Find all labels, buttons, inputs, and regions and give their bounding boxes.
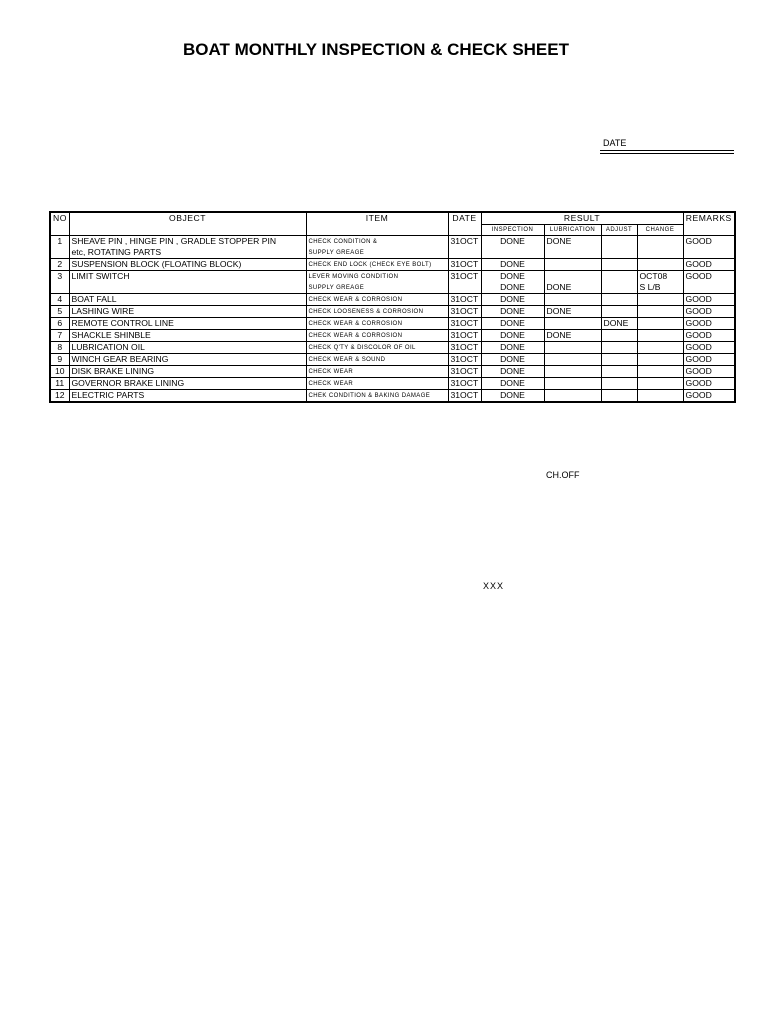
- row-inspection: [481, 354, 544, 366]
- row-object-text: LASHING WIRE: [71, 306, 135, 316]
- row-remarks: [683, 259, 735, 271]
- row-no: [50, 306, 69, 318]
- row-object: [69, 342, 306, 354]
- row-change: [637, 294, 683, 306]
- row-object: [69, 236, 306, 259]
- row-item-text: CHECK LOOSENESS & CORROSION: [308, 309, 424, 315]
- row-lubrication: [544, 236, 601, 259]
- row-adjust: [601, 330, 637, 342]
- row-change-text: [640, 390, 681, 401]
- row-object: [69, 259, 306, 271]
- row-inspection: [481, 330, 544, 342]
- row-no-text: 12: [54, 390, 65, 400]
- row-object: [69, 306, 306, 318]
- row-item-text: SUPPLY GREAGE: [308, 285, 365, 291]
- row-adjust: [601, 390, 637, 403]
- row-item: [306, 259, 448, 271]
- row-item: [306, 330, 448, 342]
- row-change: [637, 318, 683, 330]
- row-adjust: [601, 306, 637, 318]
- row-remarks-text: GOOD: [685, 378, 712, 388]
- row-inspection: [481, 366, 544, 378]
- row-change: [637, 236, 683, 259]
- row-change-text: S L/B: [639, 282, 661, 292]
- row-no: [50, 318, 69, 330]
- row-date-text: 31OCT: [450, 259, 479, 269]
- row-no: [50, 259, 69, 271]
- row-no: [50, 271, 69, 294]
- table-row: [50, 330, 735, 342]
- table-row: [50, 366, 735, 378]
- header-result: RESULT: [481, 212, 683, 225]
- row-object-text: etc, ROTATING PARTS: [71, 247, 162, 257]
- row-no-text: 9: [57, 354, 63, 364]
- row-date: [448, 378, 481, 390]
- row-adjust-text: [604, 378, 635, 389]
- row-change-text: [640, 330, 681, 341]
- row-item: [306, 378, 448, 390]
- table-row: [50, 354, 735, 366]
- row-lubrication: [544, 318, 601, 330]
- row-change-text: [640, 354, 681, 365]
- row-change: [637, 342, 683, 354]
- page-title: BOAT MONTHLY INSPECTION & CHECK SHEET: [183, 40, 569, 59]
- row-lubrication: [544, 330, 601, 342]
- row-lubrication: [544, 390, 601, 403]
- row-no-text: 10: [54, 366, 65, 376]
- table-row: [50, 294, 735, 306]
- row-remarks-text: GOOD: [685, 318, 712, 328]
- row-inspection-text: DONE: [500, 318, 525, 328]
- row-date-text: 31OCT: [450, 318, 479, 328]
- row-remarks-text: GOOD: [685, 294, 712, 304]
- row-adjust: [601, 236, 637, 259]
- row-lubrication-text: [547, 342, 599, 353]
- header-adjust: ADJUST: [601, 225, 637, 236]
- row-lubrication-text: DONE: [546, 282, 572, 292]
- row-lubrication-text: [547, 259, 599, 270]
- row-object: [69, 294, 306, 306]
- row-lubrication-text: DONE: [546, 236, 572, 246]
- row-item: [306, 306, 448, 318]
- row-inspection-text: DONE: [500, 294, 525, 304]
- table-row: [50, 390, 735, 403]
- row-date-text: 31OCT: [450, 236, 479, 246]
- row-date: [448, 306, 481, 318]
- row-change: [637, 271, 683, 294]
- table-row: [50, 236, 735, 259]
- row-inspection: [481, 318, 544, 330]
- row-date: [448, 354, 481, 366]
- row-lubrication: [544, 271, 601, 294]
- row-object: [69, 378, 306, 390]
- row-inspection-text: DONE: [500, 306, 525, 316]
- row-object-text: GOVERNOR BRAKE LINING: [71, 378, 185, 388]
- row-remarks: [683, 342, 735, 354]
- row-adjust-text: [604, 236, 635, 247]
- row-inspection: [481, 294, 544, 306]
- row-lubrication-text: DONE: [546, 330, 572, 340]
- row-inspection-text: DONE: [500, 330, 525, 340]
- row-change-text: [640, 378, 681, 389]
- row-change-text: OCT08: [639, 271, 668, 281]
- row-remarks-text: GOOD: [685, 259, 712, 269]
- row-remarks-text: GOOD: [685, 390, 712, 400]
- row-no: [50, 378, 69, 390]
- row-item: [306, 294, 448, 306]
- row-object-text: SUSPENSION BLOCK (FLOATING BLOCK): [71, 259, 242, 269]
- row-lubrication-text: [547, 366, 599, 377]
- row-date: [448, 236, 481, 259]
- row-no-text: 5: [57, 306, 63, 316]
- row-adjust: [601, 342, 637, 354]
- row-lubrication: [544, 366, 601, 378]
- header-date: DATE: [448, 212, 481, 236]
- row-date-text: 31OCT: [450, 390, 479, 400]
- row-date: [448, 318, 481, 330]
- row-inspection: [481, 306, 544, 318]
- row-remarks: [683, 271, 735, 294]
- row-object-text: SHEAVE PIN , HINGE PIN , GRADLE STOPPER PIN: [71, 236, 277, 246]
- row-change-text: [640, 366, 681, 377]
- row-remarks-text: GOOD: [685, 366, 712, 376]
- row-date-text: 31OCT: [450, 342, 479, 352]
- header-change: CHANGE: [637, 225, 683, 236]
- row-object: [69, 318, 306, 330]
- row-change: [637, 259, 683, 271]
- row-lubrication: [544, 354, 601, 366]
- row-item: [306, 390, 448, 403]
- row-no: [50, 294, 69, 306]
- row-no: [50, 342, 69, 354]
- row-lubrication: [544, 259, 601, 271]
- header-remarks: REMARKS: [683, 212, 735, 236]
- row-change-text: [640, 236, 681, 247]
- row-adjust-text: [604, 390, 635, 401]
- row-adjust-text: [604, 342, 635, 353]
- row-adjust-text: [604, 306, 635, 317]
- row-adjust-text: [604, 294, 635, 305]
- table-row: [50, 342, 735, 354]
- row-adjust: [601, 318, 637, 330]
- row-adjust-text: [604, 259, 635, 270]
- row-item: [306, 271, 448, 294]
- table-row: [50, 306, 735, 318]
- row-item-text: CHECK WEAR & CORROSION: [308, 297, 403, 303]
- row-lubrication-text: [547, 318, 599, 329]
- row-no: [50, 354, 69, 366]
- row-inspection-text: DONE: [500, 282, 525, 292]
- row-item: [306, 342, 448, 354]
- row-adjust: [601, 259, 637, 271]
- row-item-text: CHECK WEAR & CORROSION: [308, 321, 403, 327]
- row-object-text: LIMIT SWITCH: [71, 271, 130, 281]
- table-row: [50, 271, 735, 294]
- row-adjust-text: [604, 271, 635, 282]
- row-change-text: [640, 306, 681, 317]
- row-inspection-text: DONE: [500, 378, 525, 388]
- row-date-text: 31OCT: [450, 271, 479, 281]
- row-item-text: CHECK WEAR & CORROSION: [308, 333, 403, 339]
- row-item: [306, 354, 448, 366]
- row-change: [637, 378, 683, 390]
- row-lubrication: [544, 378, 601, 390]
- row-lubrication-text: DONE: [546, 306, 572, 316]
- row-no: [50, 330, 69, 342]
- header-inspection: INSPECTION: [481, 225, 544, 236]
- date-underline-double: [600, 153, 734, 154]
- row-remarks: [683, 236, 735, 259]
- row-remarks: [683, 294, 735, 306]
- row-no-text: 4: [57, 294, 63, 304]
- row-date-text: 31OCT: [450, 366, 479, 376]
- row-lubrication-text: [547, 354, 599, 365]
- row-inspection-text: DONE: [500, 236, 525, 246]
- header-item: ITEM: [306, 212, 448, 236]
- row-item: [306, 318, 448, 330]
- row-object-text: [72, 282, 304, 293]
- row-item-text: CHECK WEAR: [308, 369, 354, 375]
- row-no-text: 8: [57, 342, 63, 352]
- row-date: [448, 366, 481, 378]
- row-adjust: [601, 366, 637, 378]
- row-no: [50, 390, 69, 403]
- table-header-row: [50, 212, 735, 225]
- row-object: [69, 271, 306, 294]
- row-remarks: [683, 366, 735, 378]
- row-adjust: [601, 294, 637, 306]
- row-change: [637, 354, 683, 366]
- row-change-text: [640, 342, 681, 353]
- header-lubrication: LUBRICATION: [544, 225, 601, 236]
- row-inspection-text: DONE: [500, 366, 525, 376]
- row-remarks: [683, 330, 735, 342]
- row-inspection: [481, 390, 544, 403]
- table-row: [50, 318, 735, 330]
- row-change-text: [640, 318, 681, 329]
- row-lubrication-text: [547, 378, 599, 389]
- row-adjust-text: [604, 354, 635, 365]
- row-no-text: 2: [57, 259, 63, 269]
- row-adjust: [601, 271, 637, 294]
- chief-officer-label: CH.OFF: [546, 470, 580, 480]
- row-remarks-text: GOOD: [685, 330, 712, 340]
- row-change-text: [640, 259, 681, 270]
- row-remarks-text: GOOD: [685, 306, 712, 316]
- row-no-text: 1: [57, 236, 63, 246]
- row-object: [69, 390, 306, 403]
- row-inspection-text: DONE: [500, 354, 525, 364]
- row-lubrication: [544, 306, 601, 318]
- row-inspection: [481, 259, 544, 271]
- row-date-text: 31OCT: [450, 354, 479, 364]
- row-change: [637, 306, 683, 318]
- row-change-text: [640, 294, 681, 305]
- row-no: [50, 366, 69, 378]
- row-no-text: 7: [57, 330, 63, 340]
- row-inspection: [481, 236, 544, 259]
- row-adjust-text: DONE: [603, 318, 629, 328]
- row-item-text: CHECK CONDITION &: [308, 239, 378, 245]
- row-inspection: [481, 271, 544, 294]
- row-object-text: DISK BRAKE LINING: [71, 366, 155, 376]
- row-remarks: [683, 306, 735, 318]
- row-inspection-text: DONE: [500, 342, 525, 352]
- table-row: [50, 259, 735, 271]
- row-object: [69, 354, 306, 366]
- row-date: [448, 390, 481, 403]
- row-remarks: [683, 318, 735, 330]
- row-adjust-text: [604, 330, 635, 341]
- row-remarks-text: GOOD: [685, 236, 712, 246]
- row-date-text: 31OCT: [450, 330, 479, 340]
- row-lubrication-text: [547, 271, 599, 282]
- row-item: [306, 366, 448, 378]
- row-remarks: [683, 390, 735, 403]
- row-change: [637, 390, 683, 403]
- row-object: [69, 366, 306, 378]
- row-date-text: 31OCT: [450, 294, 479, 304]
- row-item-text: CHECK END LOCK (CHECK EYE BOLT): [308, 262, 432, 268]
- inspection-table: [49, 211, 736, 403]
- row-lubrication: [544, 294, 601, 306]
- row-item-text: CHEK CONDITION & BAKING DAMAGE: [308, 393, 431, 399]
- row-object-text: REMOTE CONTROL LINE: [71, 318, 174, 328]
- row-item-text: LEVER MOVING CONDITION: [308, 274, 399, 280]
- date-underline: [600, 150, 734, 151]
- row-item: [306, 236, 448, 259]
- row-date-text: 31OCT: [450, 306, 479, 316]
- row-object-text: SHACKLE SHINBLE: [71, 330, 151, 340]
- row-date: [448, 259, 481, 271]
- row-inspection-text: DONE: [500, 259, 525, 269]
- row-lubrication-text: [547, 294, 599, 305]
- row-object-text: LUBRICATION OIL: [71, 342, 145, 352]
- row-lubrication-text: [547, 390, 599, 401]
- row-object-text: ELECTRIC PARTS: [71, 390, 145, 400]
- row-date: [448, 330, 481, 342]
- row-inspection-text: DONE: [500, 390, 525, 400]
- row-remarks-text: GOOD: [685, 354, 712, 364]
- row-change-text: [640, 247, 681, 258]
- row-adjust: [601, 378, 637, 390]
- row-item-text: SUPPLY GREAGE: [308, 250, 365, 256]
- row-object: [69, 330, 306, 342]
- row-inspection: [481, 342, 544, 354]
- row-remarks: [683, 354, 735, 366]
- row-adjust-text: [604, 366, 635, 377]
- row-item-text: CHECK WEAR & SOUND: [308, 357, 386, 363]
- row-date: [448, 271, 481, 294]
- row-inspection-text: DONE: [500, 271, 525, 281]
- date-label: DATE: [603, 138, 627, 148]
- row-item-text: CHECK Q'TY & DISCOLOR OF OIL: [308, 345, 416, 351]
- table-body: [50, 236, 735, 403]
- row-no-text: 6: [57, 318, 63, 328]
- signature-text: XXX: [483, 581, 505, 591]
- row-change: [637, 330, 683, 342]
- row-adjust: [601, 354, 637, 366]
- row-no: [50, 236, 69, 259]
- table-row: [50, 378, 735, 390]
- row-object-text: BOAT FALL: [71, 294, 117, 304]
- row-lubrication: [544, 342, 601, 354]
- header-object: OBJECT: [69, 212, 306, 236]
- row-date: [448, 342, 481, 354]
- row-object-text: WINCH GEAR BEARING: [71, 354, 169, 364]
- row-item-text: CHECK WEAR: [308, 381, 354, 387]
- row-remarks: [683, 378, 735, 390]
- header-no: NO: [50, 212, 69, 236]
- row-no-text: 3: [57, 271, 63, 281]
- row-no-text: 11: [55, 378, 65, 388]
- row-change: [637, 366, 683, 378]
- row-remarks-text: GOOD: [685, 271, 712, 281]
- row-date-text: 31OCT: [450, 378, 479, 388]
- row-remarks-text: GOOD: [685, 342, 712, 352]
- row-date: [448, 294, 481, 306]
- row-inspection: [481, 378, 544, 390]
